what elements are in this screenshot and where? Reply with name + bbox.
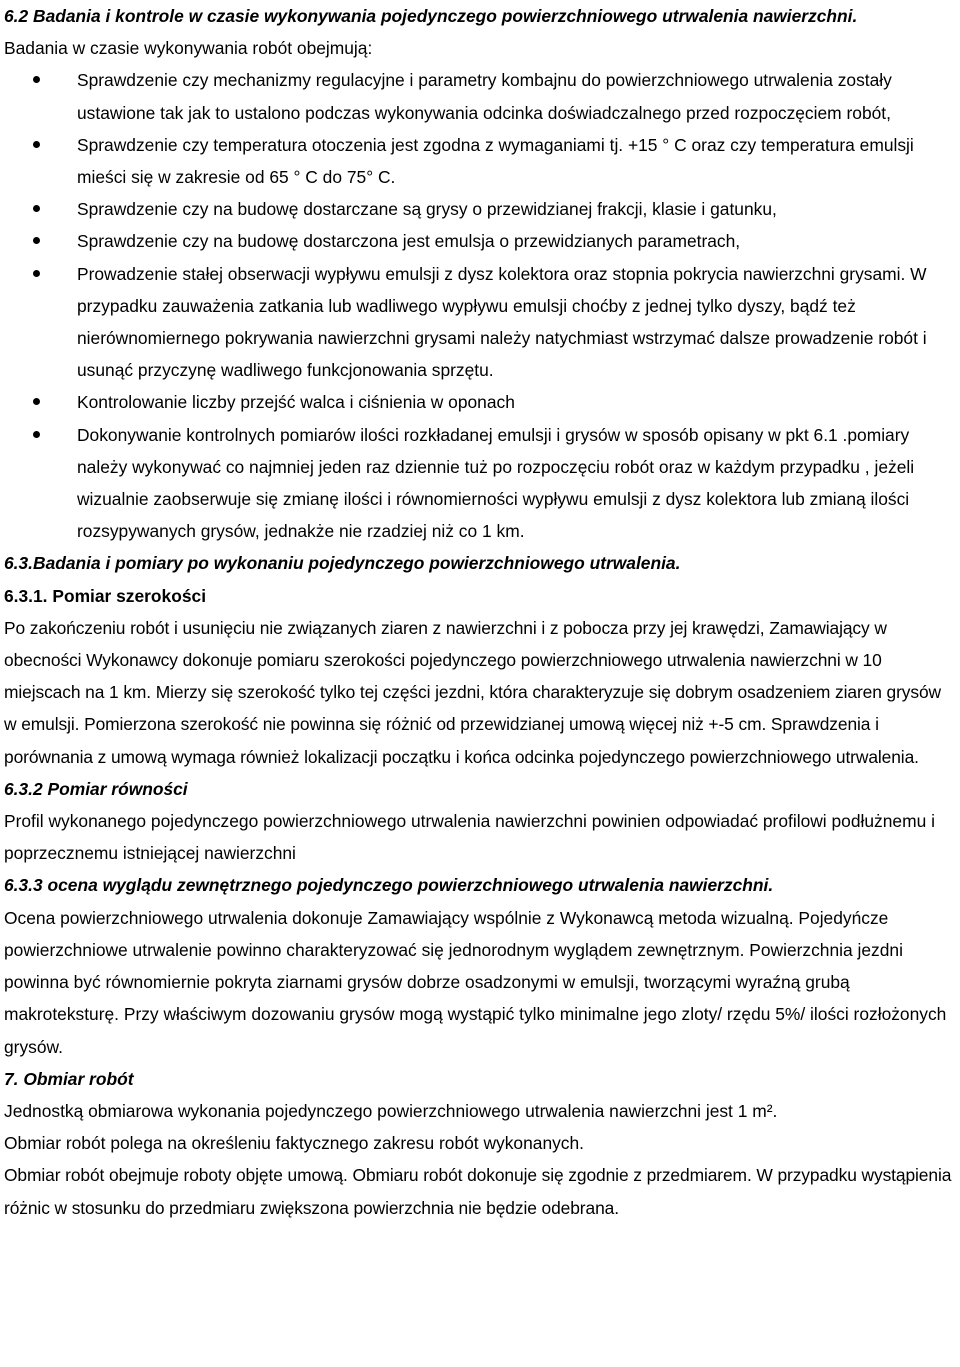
section-6-3-1-text: Po zakończeniu robót i usunięciu nie związanych ziaren z nawierzchni i z pobocza przy jej krawędzi, Zamawiający w obecności Wykonawcy dokonuje pomiaru szerokości pojedynczego powierzchniowego utrwalenia nawierzchni w 10 miejscach na 1 km. Mierzy się szerokość tylko tej części jezdni, która charakteryzuje się dobrym osadzeniem ziaren grysów w emulsji. Pomierzona szerokość nie powinna się różnić od przewidzianej umową więcej niż +-5 cm. Sprawdzenia i porównania z umową wymaga również lokalizacji początku i końca odcinka pojedynczego powierzchniowego utrwalenia. <box>4 617 942 767</box>
section-6-2-intro: Badania w czasie wykonywania robót obejmują: <box>4 38 373 59</box>
document-page <box>4 0 958 1224</box>
list-item <box>4 193 958 225</box>
list-item-text: Prowadzenie stałej obserwacji wypływu emulsji z dysz kolektora oraz stopnia pokrycia nawierzchni grysami. W przypadku zauważenia zatkania lub wadliwego wypływu emulsji choćby z jednej tylko dyszy, bądź też nierównomiernego pokrywania nawierzchni grysami należy natychmiast wstrzymać dalsze prowadzenie robót i usunąć przyczynę wadliwego funkcjonowania sprzętu. <box>77 263 927 381</box>
bullet-icon <box>33 398 40 405</box>
section-6-3-1-heading: 6.3.1. Pomiar szerokości <box>4 585 207 606</box>
section-7-heading: 7. Obmiar robót <box>4 1068 134 1089</box>
list-item-text: Sprawdzenie czy mechanizmy regulacyjne i parametry kombajnu do powierzchniowego utrwalenia zostały ustawione tak jak to ustalono podczas wykonywania odcinka doświadczalnego przed rozpoczęciem robót, <box>77 70 892 123</box>
bullet-icon <box>33 270 40 277</box>
list-item-text: Dokonywanie kontrolnych pomiarów ilości rozkładanej emulsji i grysów w sposób opisany w pkt 6.1 .pomiary należy wykonywać co najmniej jeden raz dziennie tuż po rozpoczęciu robót oraz w każdym przypadku , jeżeli wizualnie zaobserwuje się zmianę ilości i równomierności wypływu emulsji z dysz kolektora lub zmianą ilości rozsypywanych grysów, jednakże nie rzadziej niż co 1 km. <box>77 424 915 542</box>
bullet-icon <box>33 76 40 83</box>
section-7-para-3: Obmiar robót obejmuje roboty objęte umową. Obmiaru robót dokonuje się zgodnie z przedmiarem. W przypadku wystąpienia różnic w stosunku do przedmiaru zwiększona powierzchnia nie będzie odebrana. <box>4 1165 952 1218</box>
list-item <box>4 386 958 418</box>
bullet-icon <box>33 205 40 212</box>
list-item <box>4 225 958 257</box>
section-7-para-2: Obmiar robót polega na określeniu faktycznego zakresu robót wykonanych. <box>4 1133 585 1154</box>
section-6-3-3-text: Ocena powierzchniowego utrwalenia dokonuje Zamawiający wspólnie z Wykonawcą metoda wizualną. Pojedyńcze powierzchniowe utrwalenie powinno charakteryzować się jednorodnym wyglądem zewnętrznym. Powierzchnia jezdni powinna być równomiernie pokryta ziarnami grysów dobrze osadzonymi w emulsji, tworzącymi wyraźną grubą makroteksturę. Przy właściwym dozowaniu grysów mogą wystąpić tylko minimalne jego zloty/ rzędu 5%/ ilości rozłożonych grysów. <box>4 907 947 1057</box>
list-item <box>4 129 958 193</box>
bullet-icon <box>33 431 40 438</box>
list-item-text: Sprawdzenie czy na budowę dostarczane są grysy o przewidzianej frakcji, klasie i gatunku, <box>77 199 777 220</box>
section-6-2-heading: 6.2 Badania i kontrole w czasie wykonywania pojedynczego powierzchniowego utrwalenia nawierzchni. <box>4 6 858 26</box>
list-item-text: Sprawdzenie czy temperatura otoczenia jest zgodna z wymaganiami tj. +15 ° C oraz czy temperatura emulsji mieści się w zakresie od 65 ° C do 75° C. <box>77 134 914 188</box>
section-6-3-3-heading: 6.3.3 ocena wyglądu zewnętrznego pojedynczego powierzchniowego utrwalenia nawierzchni. <box>4 875 774 896</box>
list-item <box>4 64 958 128</box>
bullet-icon <box>33 237 40 244</box>
inspection-list <box>4 64 958 547</box>
section-6-3-heading: 6.3.Badania i pomiary po wykonaniu pojedynczego powierzchniowego utrwalenia. <box>4 553 681 574</box>
list-item <box>4 258 958 387</box>
list-item-text: Sprawdzenie czy na budowę dostarczona jest emulsja o przewidzianych parametrach, <box>77 231 741 252</box>
section-6-3-2-heading: 6.3.2 Pomiar równości <box>4 778 188 799</box>
section-6-3-2-text: Profil wykonanego pojedynczego powierzchniowego utrwalenia nawierzchni powinien odpowiadać profilowi podłużnemu i poprzecznemu istniejącej nawierzchni <box>4 811 935 864</box>
list-item-text: Kontrolowanie liczby przejść walca i ciśnienia w oponach <box>77 392 515 413</box>
section-7-para-1: Jednostką obmiarowa wykonania pojedynczego powierzchniowego utrwalenia nawierzchni jest 1 m². <box>4 1100 778 1121</box>
list-item <box>4 419 958 548</box>
bullet-icon <box>33 141 40 148</box>
